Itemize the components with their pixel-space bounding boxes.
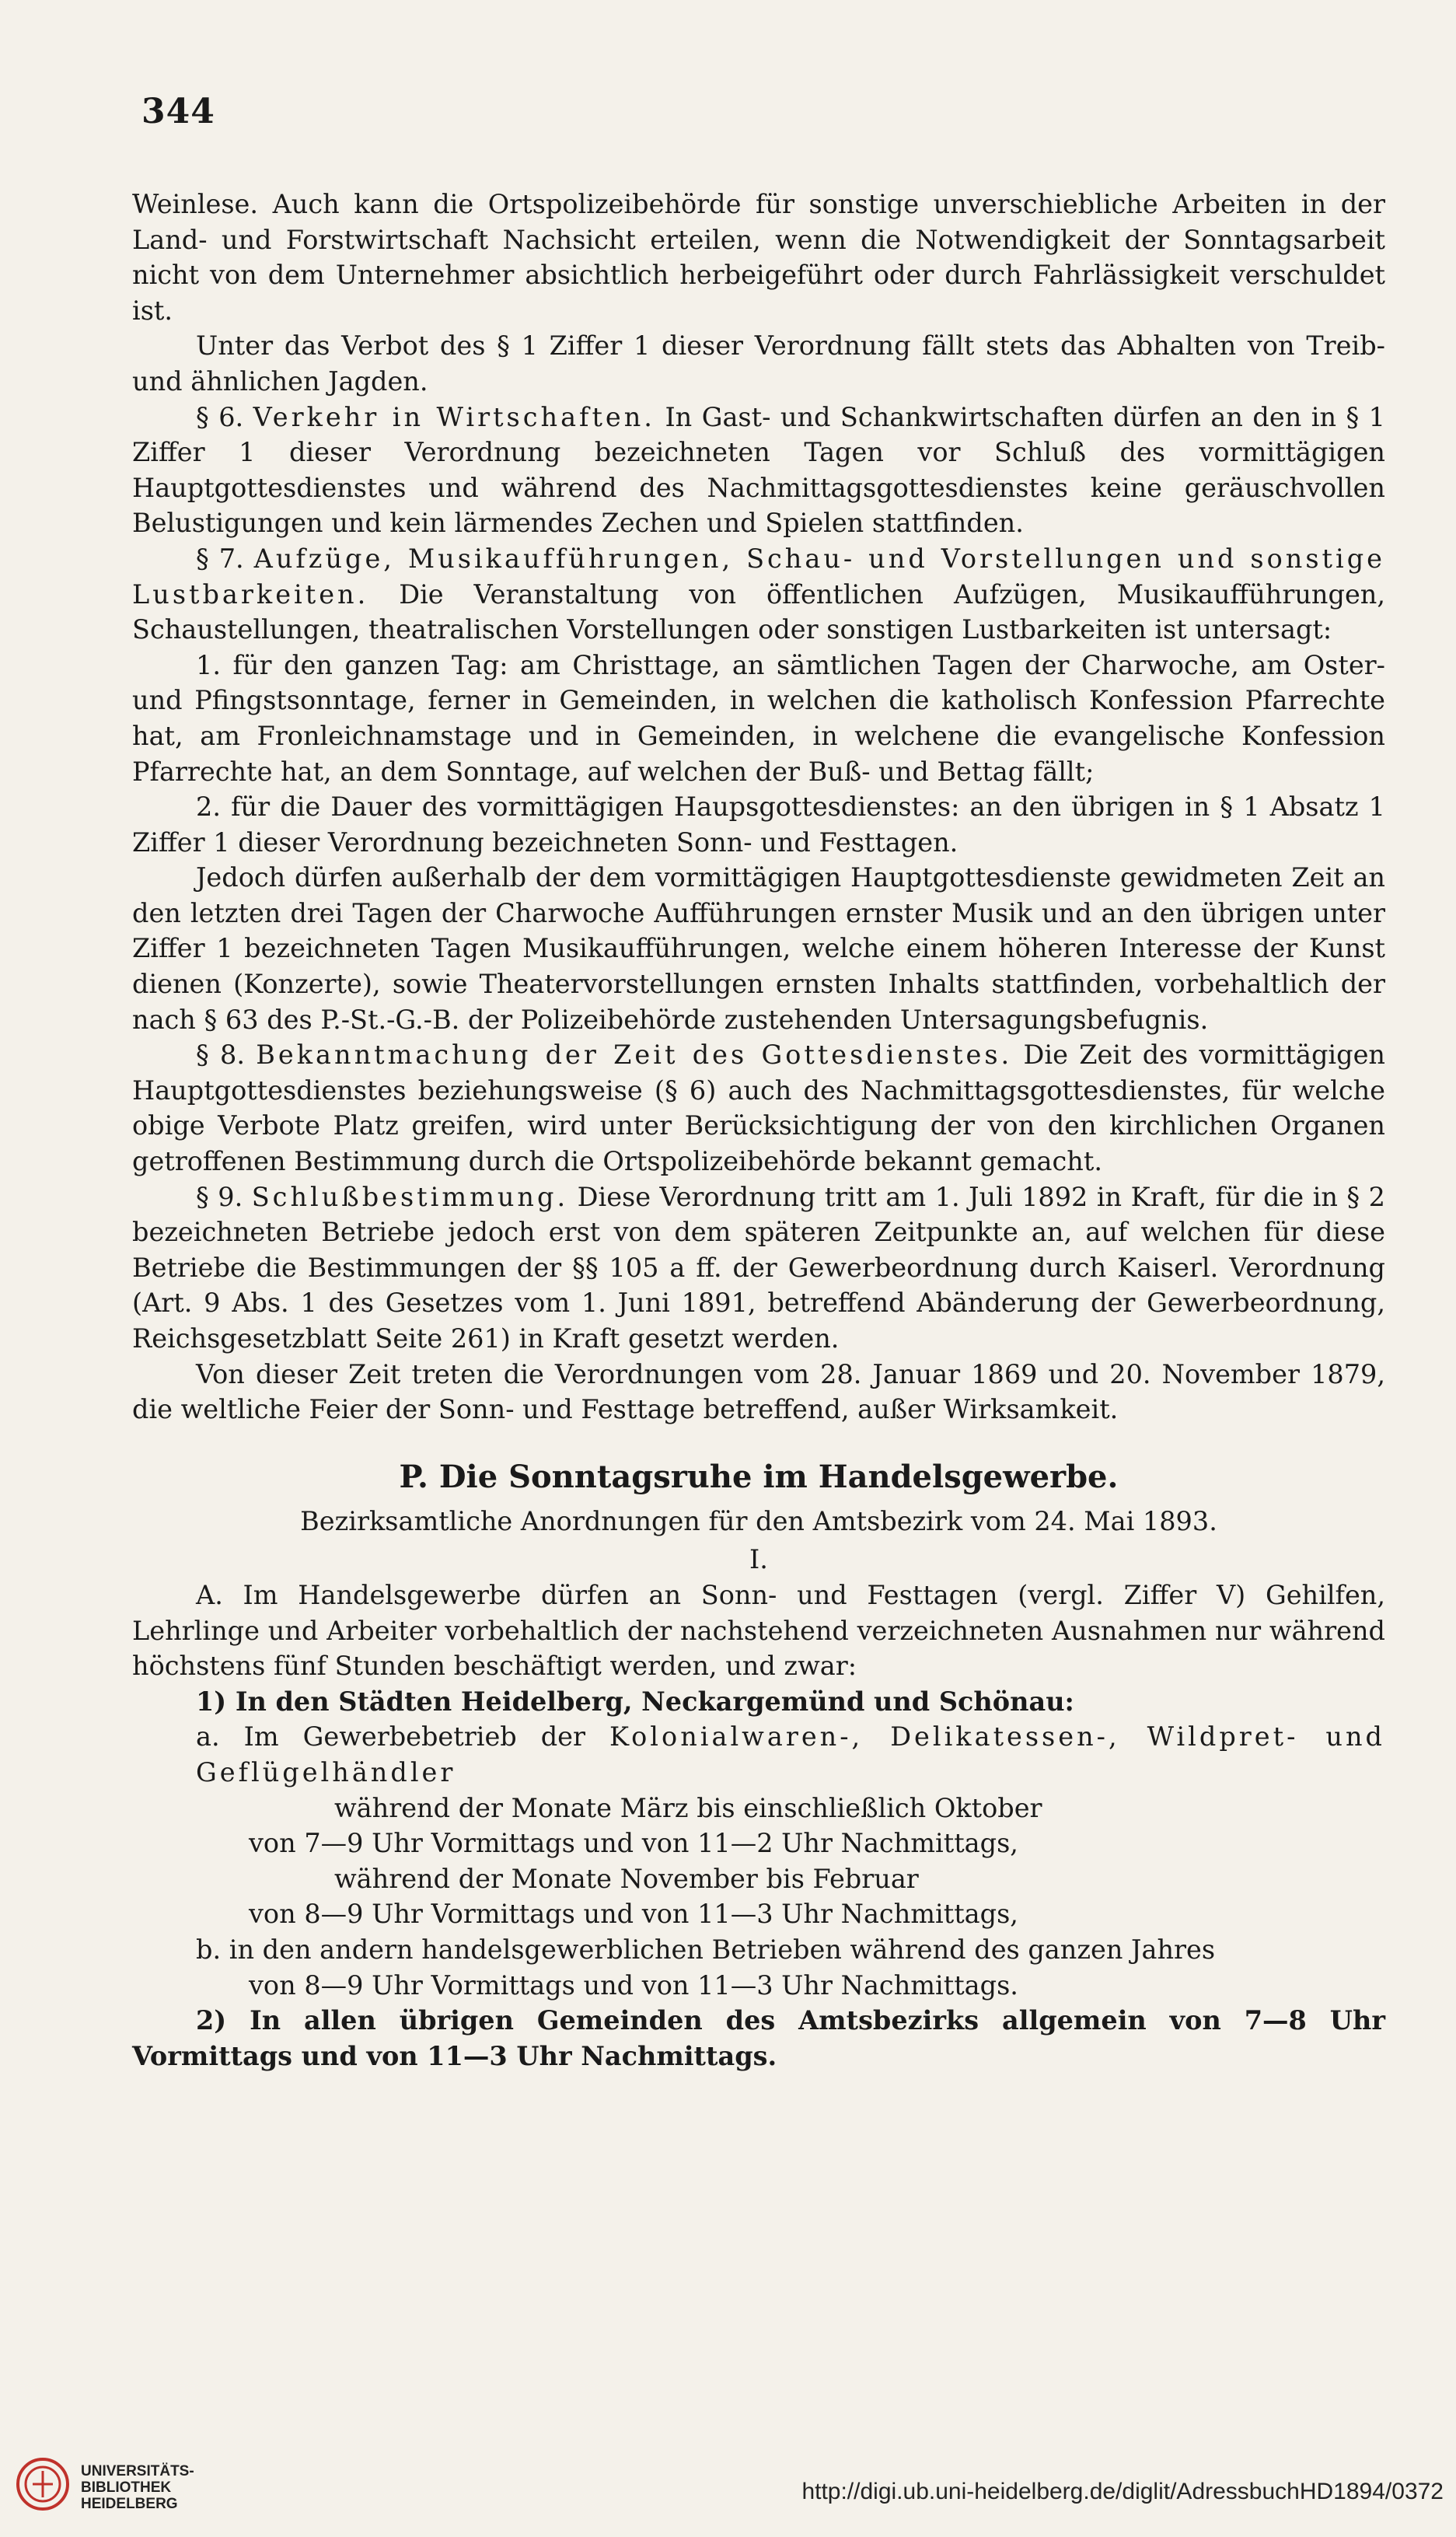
library-name-line: HEIDELBERG (81, 2496, 178, 2512)
time-line: von 8—9 Uhr Vormittags und von 11—3 Uhr Nachmittags. (249, 1969, 1018, 2001)
section-8 (132, 1037, 1385, 1179)
library-name-line: BIBLIOTHEK (81, 2479, 172, 2496)
section-label: § 7. (196, 543, 244, 574)
paragraph: Unter das Verbot des § 1 Ziffer 1 dieser Verordnung fällt stets das Abhalten von Treib- und ähnlichen Jagden. (132, 330, 1385, 397)
section-subheading: Bezirksamtliche Anordnungen für den Amtsbezirk vom 24. Mai 1893. (300, 1505, 1217, 1536)
paragraph: Jedoch dürfen außerhalb der dem vormittägigen Hauptgottesdienste gewidmeten Zeit an den letzten drei Tagen der Charwoche Aufführungen ernster Musik und an den übrigen unter Ziffer 1 bezeichneten Tagen Musikaufführungen, welche einem höheren Interesse der Kunst dienen (Konzerte), sowie Theatervorstellungen ernsten Inhalts stattfinden, vorbehaltlich der nach § 63 des P.-St.-G.-B. der Polizeibehörde zustehenden Untersagungsbefugnis. (132, 862, 1385, 1035)
section-text: Die Veranstaltung von öffentlichen Aufzügen, Musikaufführungen, Schaustellungen, theatralischen Vorstellungen oder sonstigen Lustbarkeiten ist untersagt: (132, 578, 1386, 645)
paragraph: Von dieser Zeit treten die Verordnungen vom 28. Januar 1869 und 20. November 1879, die weltliche Feier der Sonn- und Festtage betreffend, außer Wirksamkeit. (132, 1358, 1385, 1425)
time-line: während der Monate März bis einschließlich Oktober (334, 1792, 1042, 1823)
library-name-line: UNIVERSITÄTS- (81, 2463, 194, 2479)
list-item: b. in den andern handelsgewerblichen Betrieben während des ganzen Jahres (196, 1934, 1216, 1965)
library-name (81, 2463, 194, 2512)
section-title: Schlußbestimmung. (251, 1181, 569, 1212)
time-line: von 8—9 Uhr Vormittags und von 11—3 Uhr Nachmittags, (249, 1899, 1018, 1930)
list-item: 1) In den Städten Heidelberg, Neckargemünd und Schönau: (196, 1686, 1074, 1717)
university-seal-icon (16, 2457, 70, 2511)
footer (0, 2426, 1456, 2537)
section-text: Die Zeit des vormittägigen Hauptgottesdienstes beziehungsweise (§ 6) auch des Nachmittagsgottesdienstes, für welche obige Verbote Platz greifen, wird unter Berücksichtigung der von den kirchlichen Organen getroffenen Bestimmung durch die Ortspolizeibehörde bekannt gemacht. (132, 1040, 1385, 1177)
section-heading: P. Die Sonntagsruhe im Handelsgewerbe. (399, 1458, 1119, 1495)
paragraph: Weinlese. Auch kann die Ortspolizeibehörde für sonstige unverschiebliche Arbeiten in der Land- und Forstwirtschaft Nachsicht erteilen, wenn die Notwendigkeit der Sonntagsarbeit nicht von dem Unternehmer absichtlich herbeigeführt oder durch Fahrlässigkeit verschuldet ist. (132, 189, 1385, 326)
section-title: Bekanntmachung der Zeit des Gottesdienstes. (256, 1040, 1013, 1071)
list-item (132, 1719, 1385, 1790)
roman-numeral: I. (749, 1544, 768, 1575)
list-item: 2. für die Dauer des vormittägigen Haupsgottesdienstes: an den übrigen in § 1 Absatz 1 Ziffer 1 dieser Verordnung bezeichneten Sonn- und Festtagen. (132, 792, 1385, 858)
list-item-prefix: a. Im Gewerbebetrieb der (196, 1721, 586, 1752)
list-item: 1. für den ganzen Tag: am Christtage, an sämtlichen Tagen der Charwoche, am Oster- und Pfingstsonntage, ferner in Gemeinden, in welchen die katholisch Konfession Pfarrechte hat, am Fronleichnamstage und in Gemeinden, in welchene die evangelische Konfession Pfarrechte hat, an dem Sonntage, auf welchen der Buß- und Bettag fällt; (132, 649, 1385, 787)
section-title: Aufzüge, Musikaufführungen, Schau- und Vorstellungen und sonstige Lustbarkeiten. (132, 543, 1385, 610)
time-line: von 7—9 Uhr Vormittags und von 11—2 Uhr Nachmittags, (249, 1828, 1018, 1859)
time-line: während der Monate November bis Februar (334, 1863, 919, 1894)
list-item: 2) In allen übrigen Gemeinden des Amtsbezirks allgemein von 7—8 Uhr Vormittags und von 11—3 Uhr Nachmittags. (132, 2005, 1385, 2071)
section-title: Verkehr in Wirtschaften. (253, 401, 655, 432)
page-number: 344 (141, 92, 215, 131)
section-label: § 6. (196, 401, 244, 432)
section-6 (132, 400, 1385, 541)
paragraph: A. Im Handelsgewerbe dürfen an Sonn- und Festtagen (vergl. Ziffer V) Gehilfen, Lehrlinge und Arbeiter vorbehaltlich der nachstehend verzeichneten Ausnahmen nur während höchstens fünf Stunden beschäftigt werden, und zwar: (132, 1579, 1385, 1682)
page-content (132, 187, 1385, 2074)
section-text: In Gast- und Schankwirtschaften dürfen an den in § 1 Ziffer 1 dieser Verordnung bezeichneten Tagen vor Schluß des vormittägigen Hauptgottesdienstes und während des Nachmittagsgottesdienstes keine geräuschvollen Belustigungen und kein lärmendes Zechen und Spielen stattfinden. (132, 401, 1386, 539)
section-text: Diese Verordnung tritt am 1. Juli 1892 in Kraft, für die in § 2 bezeichneten Betriebe jedoch erst von dem späteren Zeitpunkte an, auf welchen für diese Betriebe die Bestimmungen der §§ 105 a ff. der Gewerbeordnung durch Kaiserl. Verordnung (Art. 9 Abs. 1 des Gesetzes vom 1. Juni 1891, betreffend Abänderung der Gewerbeordnung, Reichsgesetzblatt Seite 261) in Kraft gesetzt werden. (132, 1181, 1385, 1354)
section-label: § 9. (196, 1181, 243, 1212)
section-7 (132, 541, 1385, 648)
section-label: § 8. (196, 1040, 245, 1071)
source-url[interactable]: http://digi.ub.uni-heidelberg.de/diglit/AdressbuchHD1894/0372 (801, 2479, 1444, 2504)
list-item-spaced: Kolonialwaren-, Delikatessen-, Wildpret- und Geflügelhändler (196, 1721, 1385, 1787)
section-9 (132, 1179, 1385, 1357)
